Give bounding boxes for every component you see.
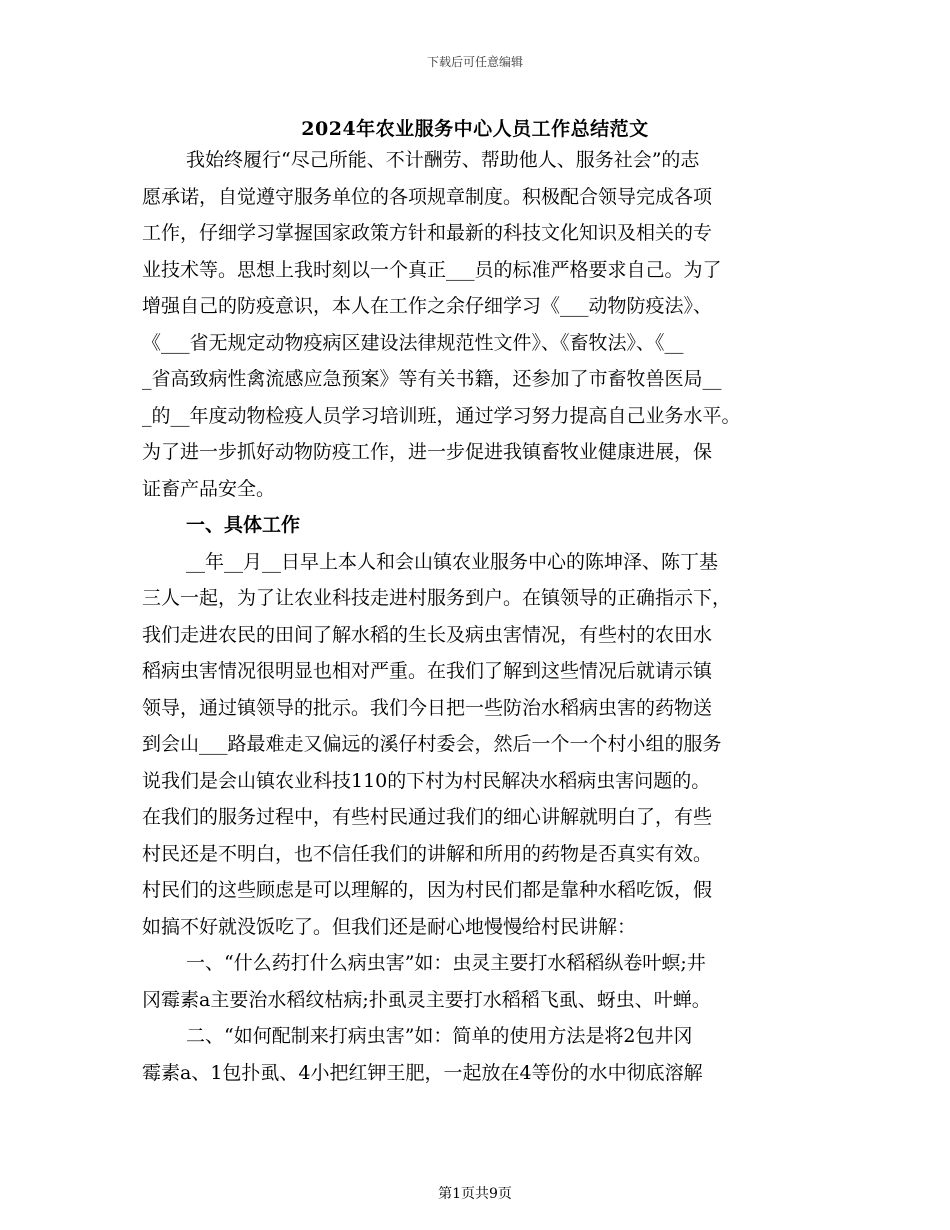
document-title: 2024年农业服务中心人员工作总结范文 (301, 118, 649, 140)
page-header-note: 下载后可任意编辑 (426, 55, 523, 69)
paragraph-line: 村民还是不明白，也不信任我们的讲解和所用的药物是否真实有效。 (142, 842, 713, 865)
paragraph-line: 为了进一步抓好动物防疫工作，进一步促进我镇畜牧业健康进展，保 (142, 441, 713, 463)
paragraph-line: _的__年度动物检疫人员学习培训班，通过学习努力提高自己业务水平。 (142, 404, 741, 427)
page-number: 第1页共9页 (438, 1186, 512, 1202)
paragraph-line: 我始终履行“尽己所能、不计酬劳、帮助他人、服务社会”的志 (186, 149, 700, 171)
paragraph-line: 二、“如何配制来打病虫害”如：简单的使用方法是将2包井冈 (186, 1025, 693, 1047)
paragraph-line: 三人一起，为了让农业科技走进村服务到户。在镇领导的正确指示下， (142, 587, 732, 609)
paragraph-line: 《___省无规定动物疫病区建设法律规范性文件》、《畜牧法》、《__ (142, 331, 684, 354)
paragraph-line: 冈霉素a主要治水稻纹枯病;扑虱灵主要打水稻稻飞虱、蚜虫、叶蝉。 (142, 988, 711, 1011)
paragraph-line: 业技术等。思想上我时刻以一个真正___员的标准严格要求自己。为了 (142, 258, 722, 281)
paragraph-line: 如搞不好就没饭吃了。但我们还是耐心地慢慢给村民讲解： (142, 915, 637, 938)
paragraph-line: 证畜产品安全。 (142, 477, 276, 500)
paragraph-line: 工作，仔细学习掌握国家政策方针和最新的科技文化知识及相关的专 (142, 222, 713, 244)
paragraph-line: 稻病虫害情况很明显也相对严重。在我们了解到这些情况后就请示镇 (142, 660, 713, 682)
paragraph-line: __年__月__日早上本人和会山镇农业服务中心的陈坤泽、陈丁基 (186, 550, 719, 573)
paragraph-line: 我们走进农民的田间了解水稻的生长及病虫害情况，有些村的农田水 (142, 623, 713, 646)
paragraph-line: 村民们的这些顾虑是可以理解的，因为村民们都是靠种水稻吃饭，假 (142, 879, 713, 901)
paragraph-line: 增强自己的防疫意识，本人在工作之余仔细学习《___动物防疫法》、 (142, 295, 713, 317)
document-body (142, 142, 817, 1091)
paragraph-line: 愿承诺，自觉遵守服务单位的各项规章制度。积极配合领导完成各项 (142, 185, 713, 208)
paragraph-line: 在我们的服务过程中，有些村民通过我们的细心讲解就明白了，有些 (142, 806, 713, 828)
section-heading: 一、具体工作 (186, 514, 301, 536)
paragraph-line: 一、“什么药打什么病虫害”如：虫灵主要打水稻稻纵卷叶螟;井 (186, 952, 706, 974)
paragraph-line: 到会山___路最难走又偏远的溪仔村委会，然后一个一个村小组的服务 (142, 733, 722, 755)
paragraph-line: 说我们是会山镇农业科技110的下村为村民解决水稻病虫害问题的。 (142, 769, 711, 792)
paragraph-line: 领导，通过镇领导的批示。我们今日把一些防治水稻病虫害的药物送 (142, 696, 713, 719)
paragraph-line: _省高致病性禽流感应急预案》等有关书籍，还参加了市畜牧兽医局__ (142, 368, 722, 390)
paragraph-line: 霉素a、1包扑虱、4小把红钾王肥，一起放在4等份的水中彻底溶解 (142, 1061, 703, 1084)
